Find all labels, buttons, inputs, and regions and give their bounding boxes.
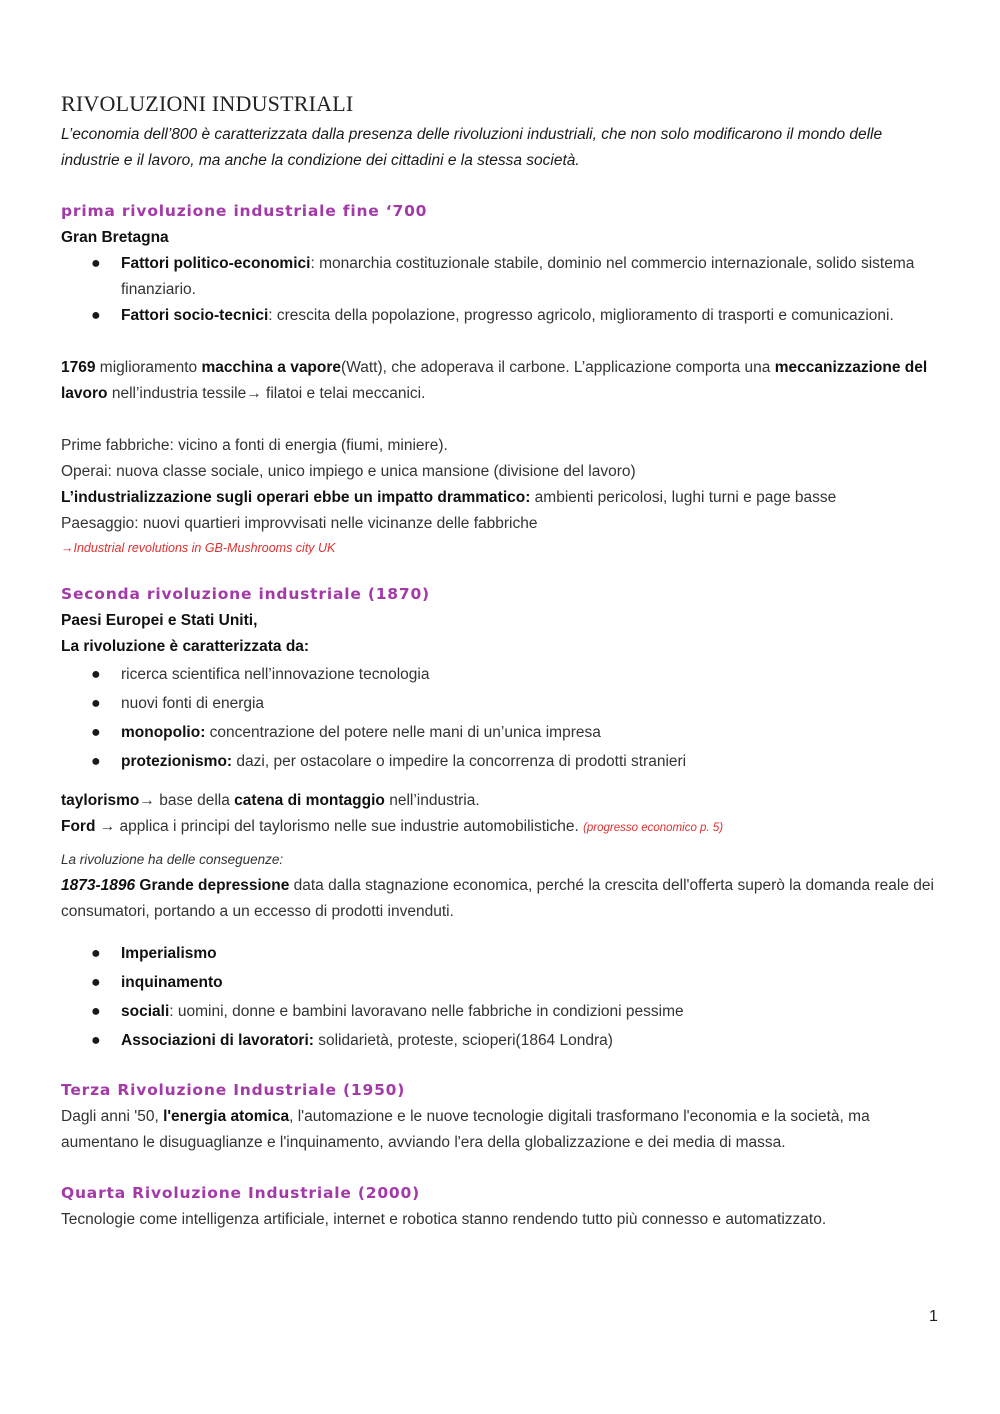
list-item: ● Associazioni di lavoratori: solidarietà, proteste, scioperi(1864 Londra) [61, 1026, 941, 1055]
section-heading-third: Terza Rivoluzione Industriale (1950) [61, 1081, 406, 1099]
list-item: ● inquinamento [61, 968, 941, 997]
list-item: ● monopolio: concentrazione del potere nelle mani di un’unica impresa [61, 718, 941, 747]
intro-paragraph: L’economia dell’800 è caratterizzata dalla presenza delle rivoluzioni industriali, che non solo modificarono il mondo delle industrie e il lavoro, ma anche la condizione dei cittadini e la stessa società. [61, 126, 883, 169]
third-revolution-paragraph: Dagli anni '50, l'energia atomica, l'automazione e le nuove tecnologie digitali trasformano l'economia e la società, ma aumentano le disuguaglianze e l'inquinamento, avviando l'era della globalizzazione e dei media di massa. [61, 1108, 870, 1151]
fourth-revolution-paragraph: Tecnologie come intelligenza artificiale, internet e robotica stanno rendendo tutto più connesso e automatizzato. [61, 1211, 827, 1228]
list-item: ● sociali: uomini, donne e bambini lavoravano nelle fabbriche in condizioni pessime [61, 997, 941, 1026]
ford-note: (progresso economico p. 5) [583, 822, 724, 834]
impact-line: L’industrializzazione sugli operari ebbe un impatto drammatico: ambienti pericolosi, lughi turni e page basse [61, 489, 837, 506]
bullet-icon: ● [91, 255, 101, 272]
page-title: RIVOLUZIONI INDUSTRIALI [61, 91, 354, 116]
landscape-line: Paesaggio: nuovi quartieri improvvisati nelle vicinanze delle fabbriche [61, 515, 538, 532]
bullet-list-features [61, 660, 941, 776]
list-item: ● ricerca scientifica nell’innovazione tecnologia [61, 660, 941, 689]
depression-paragraph: 1873-1896 Grande depressione data dalla stagnazione economica, perché la crescita dell'offerta superò la domanda reale dei consumatori, portando a un eccesso di prodotti invenduti. [61, 877, 934, 920]
list-item: ● nuovi fonti di energia [61, 689, 941, 718]
bullet-icon: ● [91, 753, 101, 770]
steam-engine-paragraph: 1769 miglioramento macchina a vapore(Watt), che adoperava il carbone. L’applicazione comporta una meccanizzazione del lavoro nell’industria tessile→ filatoi e telai meccanici. [61, 359, 928, 402]
countries-label: Paesi Europei e Stati Uniti, [61, 612, 258, 629]
bullet-icon: ● [91, 724, 101, 741]
list-item: ● Imperialismo [61, 939, 941, 968]
factories-line: Prime fabbriche: vicino a fonti di energia (fiumi, miniere). [61, 437, 448, 454]
document-page [61, 88, 941, 1233]
page-number: 1 [929, 1308, 938, 1325]
list-item: ● protezionismo: dazi, per ostacolare o impedire la concorrenza di prodotti stranieri [61, 747, 941, 776]
workers-line: Operai: nuova classe sociale, unico impiego e unica mansione (divisione del lavoro) [61, 463, 636, 480]
bullet-list-consequences [61, 939, 941, 1055]
consequences-label: La rivoluzione ha delle conseguenze: [61, 852, 284, 867]
bullet-icon: ● [91, 666, 101, 683]
bullet-list-factors [61, 251, 941, 329]
bullet-icon: ● [91, 945, 101, 962]
bullet-icon: ● [91, 307, 101, 324]
bullet-icon: ● [91, 974, 101, 991]
country-label: Gran Bretagna [61, 229, 169, 246]
section-heading-fourth: Quarta Rivoluzione Industriale (2000) [61, 1184, 420, 1202]
taylorism-line: taylorismo→ base della catena di montaggio nell’industria. [61, 792, 480, 809]
bullet-icon: ● [91, 1003, 101, 1020]
ford-line: Ford → applica i principi del taylorismo nelle sue industrie automobilistiche. (progresso economico p. 5) [61, 818, 724, 835]
section-heading-first: prima rivoluzione industriale fine ‘700 [61, 202, 428, 220]
list-item: ● Fattori socio-tecnici: crescita della popolazione, progresso agricolo, miglioramento di trasporti e comunicazioni. [61, 303, 941, 329]
section-heading-second: Seconda rivoluzione industriale (1870) [61, 585, 430, 603]
characterized-label: La rivoluzione è caratterizzata da: [61, 638, 310, 655]
bullet-icon: ● [91, 1032, 101, 1049]
red-note: →Industrial revolutions in GB-Mushrooms city UK [61, 541, 336, 555]
bullet-icon: ● [91, 695, 101, 712]
list-item: ● Fattori politico-economici: monarchia costituzionale stabile, dominio nel commercio internazionale, solido sistema finanziario. [61, 251, 941, 303]
